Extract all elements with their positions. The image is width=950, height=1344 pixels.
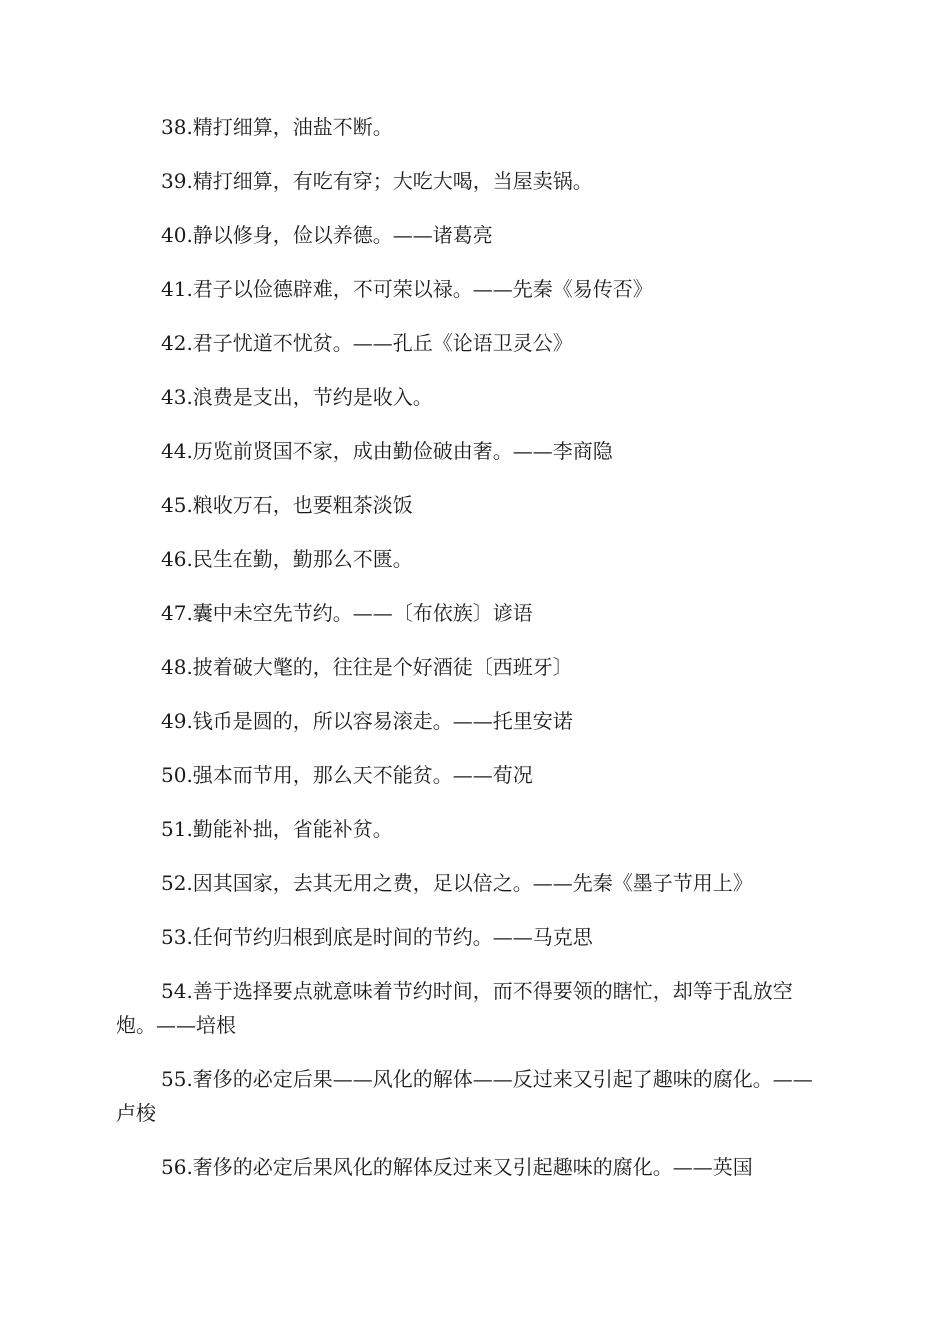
list-item: 41.君子以俭德辟难，不可荣以禄。——先秦《易传否》 <box>161 277 653 301</box>
list-item: 52.因其国家，去其无用之费，足以倍之。——先秦《墨子节用上》 <box>161 871 753 895</box>
list-item: 44.历览前贤国不家，成由勤俭破由奢。——李商隐 <box>161 439 613 463</box>
list-item: 43.浪费是支出，节约是收入。 <box>161 385 433 409</box>
list-item: 45.粮收万石，也要粗茶淡饭 <box>161 493 413 517</box>
list-item: 39.精打细算，有吃有穿；大吃大喝，当屋卖锅。 <box>161 169 593 193</box>
quote-list <box>116 110 826 1204</box>
list-item: 49.钱币是圆的，所以容易滚走。——托里安诺 <box>161 709 573 733</box>
list-item: 42.君子忧道不忧贫。——孔丘《论语卫灵公》 <box>161 331 573 355</box>
list-item: 50.强本而节用，那么天不能贫。——荀况 <box>161 763 533 787</box>
list-item: 48.披着破大氅的，往往是个好酒徒〔西班牙〕 <box>161 655 573 679</box>
list-item: 47.囊中未空先节约。——〔布依族〕谚语 <box>161 601 533 625</box>
list-item: 51.勤能补拙，省能补贫。 <box>161 817 393 841</box>
list-item: 56.奢侈的必定后果风化的解体反过来又引起趣味的腐化。——英国 <box>161 1155 753 1179</box>
list-item: 54.善于选择要点就意味着节约时间，而不得要领的瞎忙，却等于乱放空炮。——培根 <box>116 979 793 1037</box>
list-item: 40.静以修身，俭以养德。——诸葛亮 <box>161 223 493 247</box>
list-item: 38.精打细算，油盐不断。 <box>161 115 393 139</box>
list-item: 46.民生在勤，勤那么不匮。 <box>161 547 413 571</box>
list-item: 53.任何节约归根到底是时间的节约。——马克思 <box>161 925 593 949</box>
list-item: 55.奢侈的必定后果——风化的解体——反过来又引起了趣味的腐化。——卢梭 <box>116 1067 813 1125</box>
